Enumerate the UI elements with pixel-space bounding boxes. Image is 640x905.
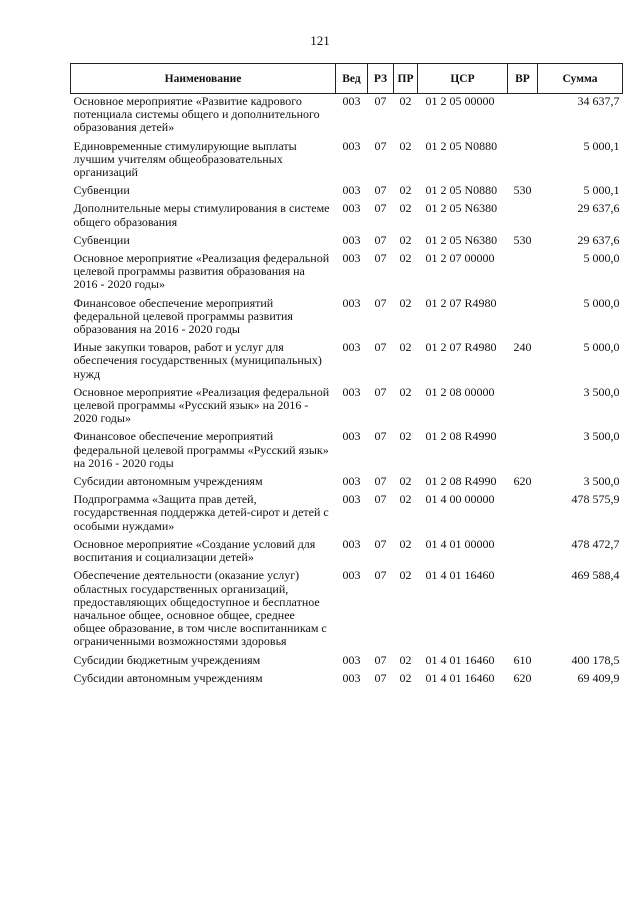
row-name-cell: Дополнительные меры стимулирования в системе общего образования	[73, 201, 330, 229]
table-row	[71, 340, 623, 385]
row-rz-cell: 07	[374, 295, 387, 310]
row-csr-cell: 01 4 01 16460	[425, 568, 495, 583]
row-name-cell: Иные закупки товаров, работ и услуг для обеспечения государственных (муниципальных) нужд	[73, 340, 322, 381]
header-csr: ЦСР	[418, 64, 508, 94]
row-rz-cell: 07	[374, 568, 387, 583]
table-row	[71, 568, 623, 652]
row-name-cell: Обеспечение деятельности (оказание услуг) областных государственных организаций, предоставляющих общедоступное и бесплатное начальное общее, основное общее, среднее общее образование, в том числе воспитанникам с ограниченными возможностями здоровья	[73, 568, 327, 649]
table-row	[71, 251, 623, 296]
row-vr-cell: 530	[513, 232, 532, 247]
row-pr-cell: 02	[399, 251, 412, 266]
row-ved-cell: 003	[342, 94, 361, 108]
row-vr-cell	[508, 139, 538, 184]
row-sum-cell: 469 588,4	[571, 568, 620, 583]
row-csr-cell: 01 2 05 N6380	[425, 232, 498, 247]
table-body	[71, 94, 623, 689]
row-pr-cell: 02	[399, 474, 412, 489]
row-sum-cell: 34 637,7	[577, 94, 620, 108]
table-row	[71, 94, 623, 139]
row-pr-cell: 02	[399, 183, 412, 198]
row-vr-cell	[508, 251, 538, 296]
row-name-cell: Финансовое обеспечение мероприятий федеральной целевой программы развития образования на 2016 - 2020 годы	[73, 295, 293, 337]
row-csr-cell: 01 4 01 16460	[425, 670, 495, 685]
row-vr-cell: 240	[513, 340, 532, 355]
row-vr-cell: 610	[513, 652, 532, 667]
row-ved-cell: 003	[342, 492, 361, 507]
row-csr-cell: 01 4 01 16460	[425, 652, 495, 667]
row-rz-cell: 07	[374, 251, 387, 266]
header-rz: РЗ	[368, 64, 394, 94]
row-sum-cell: 5 000,0	[583, 340, 620, 355]
row-rz-cell: 07	[374, 232, 387, 247]
row-pr-cell: 02	[399, 492, 412, 507]
row-vr-cell: 620	[513, 670, 532, 685]
row-csr-cell: 01 2 08 R4990	[425, 474, 497, 489]
row-vr-cell	[508, 94, 538, 139]
row-name-cell: Субсидии автономным учреждениям	[73, 670, 263, 685]
row-csr-cell: 01 2 05 N0880	[425, 183, 498, 198]
row-rz-cell: 07	[374, 429, 387, 444]
page-number: 121	[310, 33, 330, 48]
table-header-row	[71, 64, 623, 94]
row-ved-cell: 003	[342, 183, 361, 198]
row-vr-cell	[508, 296, 538, 341]
row-pr-cell: 02	[399, 340, 412, 355]
row-ved-cell: 003	[342, 138, 361, 153]
row-ved-cell: 003	[342, 652, 361, 667]
table-row	[71, 201, 623, 232]
header-vr: ВР	[508, 64, 538, 94]
row-ved-cell: 003	[342, 670, 361, 685]
row-name-cell: Основное мероприятие «Реализация федеральной целевой программы «Русский язык» на 2016 - 2020 годы»	[73, 384, 330, 426]
row-csr-cell: 01 2 05 00000	[425, 94, 495, 108]
row-sum-cell: 29 637,6	[577, 201, 620, 216]
row-name-cell: Подпрограмма «Защита прав детей, государственная поддержка детей-сирот и детей с особыми нуждами»	[73, 492, 329, 533]
header-pr: ПР	[394, 64, 418, 94]
row-name-cell: Основное мероприятие «Создание условий для воспитания и социализации детей»	[73, 536, 316, 565]
table-row	[71, 671, 623, 689]
row-sum-cell: 478 575,9	[571, 492, 620, 507]
row-sum-cell: 69 409,9	[577, 670, 620, 685]
table-row	[71, 429, 623, 474]
table-row	[71, 537, 623, 568]
row-vr-cell: 530	[513, 183, 532, 198]
row-rz-cell: 07	[374, 183, 387, 198]
row-sum-cell: 3 500,0	[583, 474, 620, 489]
row-vr-cell: 620	[513, 474, 532, 489]
row-csr-cell: 01 2 05 N6380	[425, 201, 498, 216]
row-vr-cell	[508, 492, 538, 537]
row-ved-cell: 003	[342, 251, 361, 266]
row-sum-cell: 5 000,0	[583, 251, 620, 266]
row-rz-cell: 07	[374, 138, 387, 153]
row-rz-cell: 07	[374, 94, 387, 108]
row-rz-cell: 07	[374, 492, 387, 507]
row-vr-cell	[508, 537, 538, 568]
row-rz-cell: 07	[374, 536, 387, 551]
row-name-cell: Субсидии автономным учреждениям	[73, 474, 263, 489]
table-row	[71, 296, 623, 341]
table-row	[71, 492, 623, 537]
table-row	[71, 139, 623, 184]
row-sum-cell: 5 000,1	[583, 183, 620, 198]
row-pr-cell: 02	[399, 201, 412, 216]
row-ved-cell: 003	[342, 232, 361, 247]
row-pr-cell: 02	[399, 568, 412, 583]
table-row	[71, 653, 623, 671]
row-pr-cell: 02	[399, 138, 412, 153]
row-pr-cell: 02	[399, 384, 412, 399]
row-sum-cell: 5 000,0	[583, 295, 620, 310]
row-sum-cell: 3 500,0	[583, 384, 620, 399]
row-ved-cell: 003	[342, 384, 361, 399]
row-pr-cell: 02	[399, 536, 412, 551]
row-rz-cell: 07	[374, 474, 387, 489]
row-vr-cell	[508, 568, 538, 652]
row-name-cell: Субвенции	[73, 232, 130, 247]
row-rz-cell: 07	[374, 652, 387, 667]
row-sum-cell: 478 472,7	[571, 536, 620, 551]
row-csr-cell: 01 2 08 00000	[425, 384, 495, 399]
row-csr-cell: 01 2 08 R4990	[425, 429, 497, 444]
header-name: Наименование	[71, 64, 336, 94]
row-rz-cell: 07	[374, 340, 387, 355]
table-row	[71, 474, 623, 492]
row-pr-cell: 02	[399, 670, 412, 685]
header-sum: Сумма	[538, 64, 623, 94]
row-sum-cell: 29 637,6	[577, 232, 620, 247]
row-csr-cell: 01 2 07 00000	[425, 251, 495, 266]
row-vr-cell	[508, 429, 538, 474]
row-vr-cell	[508, 385, 538, 430]
row-ved-cell: 003	[342, 340, 361, 355]
row-ved-cell: 003	[342, 474, 361, 489]
row-pr-cell: 02	[399, 94, 412, 108]
row-csr-cell: 01 2 07 R4980	[425, 340, 497, 355]
row-sum-cell: 5 000,1	[583, 138, 620, 153]
row-pr-cell: 02	[399, 652, 412, 667]
row-name-cell: Финансовое обеспечение мероприятий федеральной целевой программы «Русский язык» на 2016 - 2020 годы	[73, 429, 329, 470]
row-ved-cell: 003	[342, 536, 361, 551]
budget-table	[70, 63, 623, 689]
table-row	[71, 385, 623, 430]
row-pr-cell: 02	[399, 429, 412, 444]
row-ved-cell: 003	[342, 201, 361, 216]
row-name-cell: Единовременные стимулирующие выплаты лучшим учителям общеобразовательных организаций	[73, 138, 297, 180]
row-csr-cell: 01 2 07 R4980	[425, 295, 497, 310]
row-csr-cell: 01 4 00 00000	[425, 492, 495, 507]
row-name-cell: Основное мероприятие «Развитие кадрового потенциала системы общего и дополнительного образования детей»	[73, 94, 320, 135]
row-sum-cell: 400 178,5	[571, 652, 620, 667]
table-row	[71, 233, 623, 251]
row-rz-cell: 07	[374, 384, 387, 399]
row-csr-cell: 01 4 01 00000	[425, 536, 495, 551]
table-row	[71, 183, 623, 201]
row-csr-cell: 01 2 05 N0880	[425, 138, 498, 153]
row-name-cell: Субвенции	[73, 183, 130, 198]
row-pr-cell: 02	[399, 295, 412, 310]
row-ved-cell: 003	[342, 568, 361, 583]
row-name-cell: Основное мероприятие «Реализация федеральной целевой программы развития образования на 2016 - 2020 годы»	[73, 251, 330, 292]
row-rz-cell: 07	[374, 201, 387, 216]
row-name-cell: Субсидии бюджетным учреждениям	[73, 652, 261, 667]
row-vr-cell	[508, 201, 538, 232]
row-ved-cell: 003	[342, 429, 361, 444]
row-rz-cell: 07	[374, 670, 387, 685]
header-ved: Вед	[336, 64, 368, 94]
row-sum-cell: 3 500,0	[583, 429, 620, 444]
row-ved-cell: 003	[342, 295, 361, 310]
row-pr-cell: 02	[399, 232, 412, 247]
